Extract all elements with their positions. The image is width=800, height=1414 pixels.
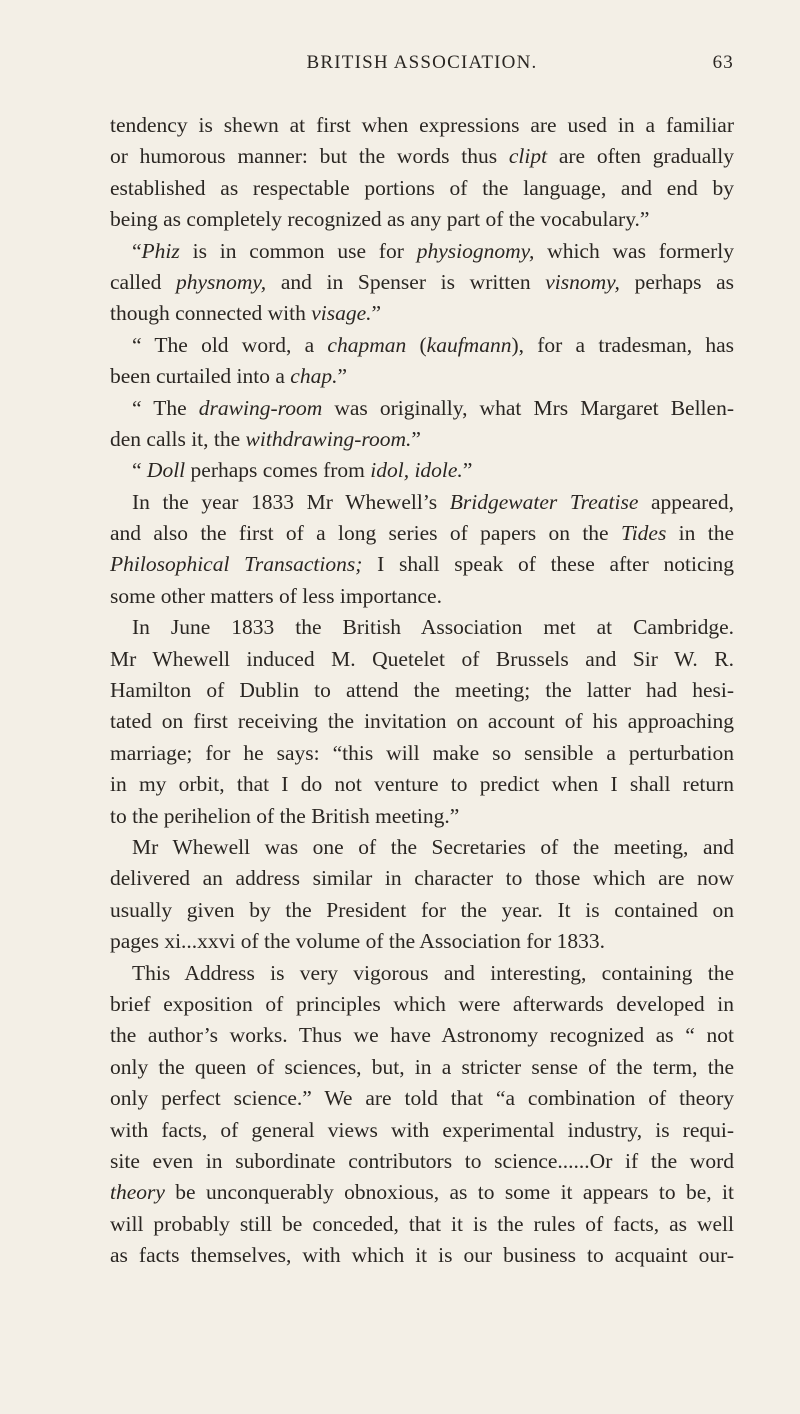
text-line <box>110 204 734 235</box>
text-line <box>110 958 734 989</box>
text-line <box>110 141 734 172</box>
text-run: ” <box>371 301 382 326</box>
text-run: established as respectable portions of the language, and end by <box>110 175 734 200</box>
text-run: I shall speak of these after noticing <box>362 552 734 577</box>
text-run: or humorous manner: but the words thus <box>110 144 509 169</box>
text-line <box>110 895 734 926</box>
text-line <box>110 989 734 1020</box>
text-run-italic: clipt <box>508 144 548 169</box>
text-run: “ <box>132 458 147 483</box>
text-run: be unconquerably obnoxious, as to some it appears to be, it <box>164 1180 734 1205</box>
text-line <box>110 612 734 643</box>
text-run: site even in subordinate contributors to science......Or if the word <box>110 1148 734 1173</box>
text-line <box>110 1115 734 1146</box>
text-run: and also the first of a long series of papers on the <box>110 521 621 546</box>
text-run: tated on first receiving the invitation on account of his approaching <box>110 709 734 734</box>
text-run: Mr Whewell induced M. Quetelet of Brussels and Sir W. R. <box>110 646 734 671</box>
text-line <box>110 487 734 518</box>
text-run: called <box>110 269 176 294</box>
text-run: “ <box>132 238 142 263</box>
text-run: to the perihelion of the British meeting.” <box>110 803 460 828</box>
text-line <box>110 1020 734 1051</box>
body-text <box>110 110 734 1271</box>
text-line <box>110 1209 734 1240</box>
text-line <box>110 110 734 141</box>
text-line <box>110 863 734 894</box>
text-line <box>110 769 734 800</box>
text-line <box>110 1146 734 1177</box>
text-run: Mr Whewell was one of the Secretaries of the meeting, and <box>132 834 734 859</box>
text-run-italic: physnomy, <box>176 269 267 294</box>
text-line <box>110 518 734 549</box>
text-line <box>110 393 734 424</box>
text-run: This Address is very vigorous and interesting, containing the <box>132 960 734 985</box>
text-run: tendency is shewn at first when expressions are used in a familiar <box>110 113 734 137</box>
text-line <box>110 236 734 267</box>
text-run: “ The <box>132 395 199 420</box>
text-run: and in Spenser is written <box>266 269 546 294</box>
text-run-italic: chap. <box>290 364 338 389</box>
text-run: are often gradually <box>547 144 734 169</box>
running-title: BRITISH ASSOCIATION. <box>306 52 538 73</box>
text-line <box>110 644 734 675</box>
text-line <box>110 549 734 580</box>
text-line <box>110 1083 734 1114</box>
page-number: 63 <box>712 52 734 73</box>
text-run: “ The old word, a <box>132 332 328 357</box>
text-run-italic: physiognomy, <box>416 238 535 263</box>
text-run: being as completely recognized as any part of the vocabulary.” <box>110 207 650 232</box>
text-line <box>110 1240 734 1271</box>
text-run: the author’s works. Thus we have Astronomy recognized as “ not <box>110 1023 734 1048</box>
text-run: which was formerly <box>534 238 734 263</box>
text-line <box>110 330 734 361</box>
text-run: In the year 1833 Mr Whewell’s <box>132 489 450 514</box>
text-run-italic: Bridgewater Treatise <box>449 489 639 514</box>
text-line <box>110 581 734 612</box>
text-line <box>110 832 734 863</box>
text-run: perhaps as <box>619 269 735 294</box>
text-run: ( <box>406 332 427 357</box>
text-line <box>110 675 734 706</box>
text-run: though connected with <box>110 301 312 326</box>
text-run-italic: Phiz <box>141 238 180 263</box>
text-run: ” <box>337 364 348 389</box>
text-line <box>110 361 734 392</box>
text-line <box>110 706 734 737</box>
text-run: usually given by the President for the year. It is contained on <box>110 897 734 922</box>
text-run: delivered an address similar in character to those which are now <box>110 866 734 891</box>
text-run: with facts, of general views with experimental industry, is requi- <box>110 1117 734 1142</box>
text-line <box>110 1052 734 1083</box>
text-run: will probably still be conceded, that it is the rules of facts, as well <box>110 1211 734 1236</box>
text-run: is in common use for <box>179 238 417 263</box>
text-run: as facts themselves, with which it is our business to acquaint our- <box>110 1243 734 1268</box>
text-line <box>110 267 734 298</box>
text-run-italic: chapman <box>327 332 407 357</box>
text-run-italic: Tides <box>620 521 667 546</box>
text-run-italic: kaufmann <box>426 332 512 357</box>
text-run: marriage; for he says: “this will make so sensible a perturbation <box>110 740 734 765</box>
text-run: Hamilton of Dublin to attend the meeting; the latter had hesi- <box>110 678 734 703</box>
text-run-italic: visage. <box>311 301 372 326</box>
text-run: brief exposition of principles which were afterwards developed in <box>110 991 734 1016</box>
text-run: appeared, <box>638 489 734 514</box>
text-run-italic: withdrawing-room. <box>245 426 412 451</box>
text-line <box>110 738 734 769</box>
text-line <box>110 801 734 832</box>
text-run-italic: idol, idole. <box>370 458 463 483</box>
text-line <box>110 424 734 455</box>
text-run: ), for a tradesman, has <box>511 332 734 357</box>
text-run: only perfect science.” We are told that “a combination of theory <box>110 1086 734 1111</box>
text-run: was originally, what Mrs Margaret Bellen- <box>322 395 734 420</box>
text-line <box>110 455 734 486</box>
text-run: some other matters of less importance. <box>110 583 442 608</box>
book-page <box>110 52 734 1271</box>
text-run: in the <box>666 521 734 546</box>
text-run-italic: visnomy, <box>545 269 620 294</box>
text-run: In June 1833 the British Association met at Cambridge. <box>132 615 734 640</box>
text-run: been curtailed into a <box>110 364 291 389</box>
text-line <box>110 298 734 329</box>
text-run: in my orbit, that I do not venture to predict when I shall return <box>110 772 734 797</box>
text-line <box>110 1177 734 1208</box>
text-run: ” <box>411 426 421 451</box>
text-run: ” <box>462 458 473 483</box>
text-run-italic: Doll <box>146 458 186 483</box>
text-run: perhaps comes from <box>185 458 371 483</box>
text-run: only the queen of sciences, but, in a stricter sense of the term, the <box>110 1054 734 1079</box>
running-head <box>110 52 734 82</box>
text-line <box>110 926 734 957</box>
text-run-italic: drawing-room <box>198 395 323 420</box>
text-line <box>110 173 734 204</box>
text-run-italic: theory <box>110 1180 165 1205</box>
text-run-italic: Philosophical Transactions; <box>110 552 363 577</box>
text-run: pages xi...xxvi of the volume of the Association for 1833. <box>110 929 606 954</box>
text-run: den calls it, the <box>110 426 246 451</box>
